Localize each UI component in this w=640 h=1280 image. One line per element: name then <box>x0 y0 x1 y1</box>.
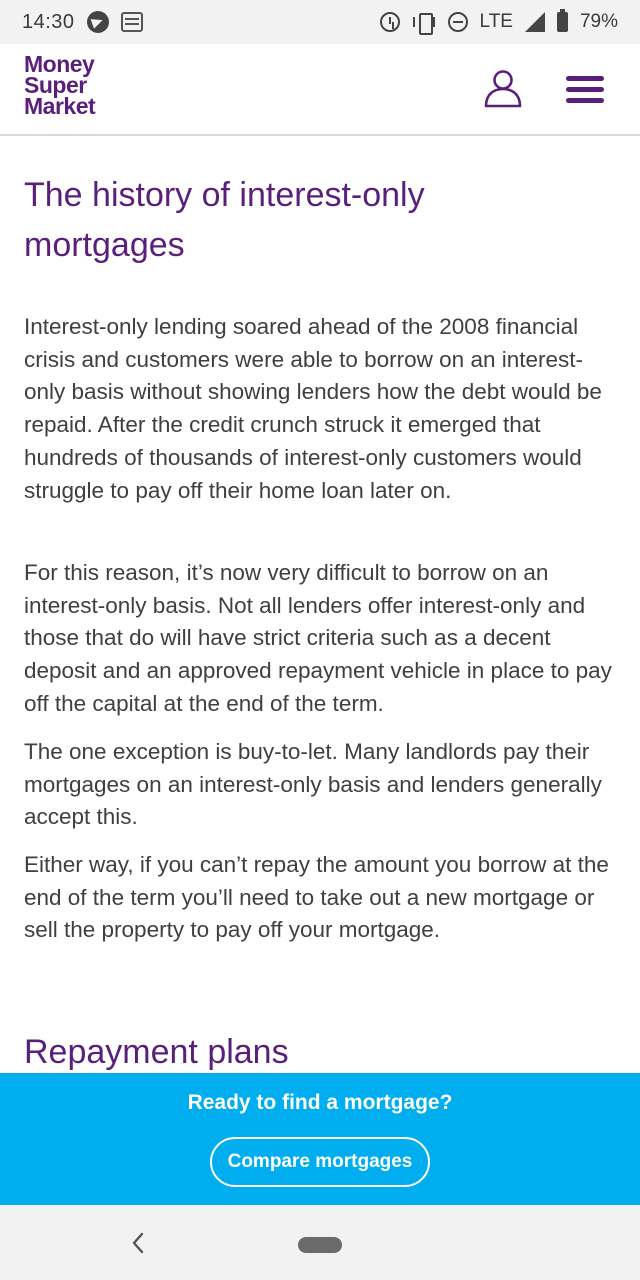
do-not-disturb-icon <box>448 12 468 32</box>
battery-level: 79% <box>579 11 618 32</box>
home-pill-icon[interactable] <box>298 1237 342 1253</box>
logo-line: Money <box>24 51 95 77</box>
status-bar-right <box>380 11 618 33</box>
telegram-icon <box>87 11 109 33</box>
grid-icon <box>121 12 143 32</box>
logo-line: Market <box>24 93 96 119</box>
battery-icon <box>557 12 568 32</box>
network-type: LTE <box>479 11 513 32</box>
moneysupermarket-logo[interactable] <box>24 51 96 119</box>
article-title: The history of interest-only mortgages <box>24 176 425 264</box>
cta-bar <box>0 1073 640 1205</box>
site-header <box>0 44 640 136</box>
article-paragraph: Either way, if you can’t repay the amount you borrow at the end of the term you’ll need to take out a new mortgage or sell the property to pay off your mortgage. <box>24 852 609 943</box>
status-bar <box>0 0 640 44</box>
article-paragraph: Interest-only lending soared ahead of the 2008 financial crisis and customers were able to borrow on an interest-only basis without showing lenders how the debt would be repaid. After the credit crunch struck it emerged that hundreds of thousands of interest-only customers would struggle to pay off their home loan later on. <box>24 314 602 503</box>
system-nav-bar <box>0 1205 640 1280</box>
menu-icon[interactable] <box>566 76 604 106</box>
logo-line: Super <box>24 72 87 98</box>
signal-icon <box>525 12 545 32</box>
status-time: 14:30 <box>22 10 75 33</box>
account-icon[interactable] <box>482 68 524 110</box>
cta-title: Ready to find a mortgage? <box>187 1091 453 1114</box>
compare-mortgages-button[interactable]: Compare mortgages <box>210 1137 430 1187</box>
vibrate-icon <box>412 12 436 32</box>
section-heading-repayment-plans: Repayment plans <box>24 1033 289 1071</box>
back-icon[interactable] <box>128 1231 148 1255</box>
alarm-icon <box>380 12 400 32</box>
article-paragraph: For this reason, it’s now very difficult to borrow on an interest-only basis. Not all lenders offer interest-only and those that do will have strict criteria such as a decent deposit and an approved repayment vehicle in place to pay off the capital at the end of the term. <box>24 560 612 716</box>
status-bar-left <box>22 11 143 34</box>
article-paragraph: The one exception is buy-to-let. Many landlords pay their mortgages on an interest-only basis and lenders generally accept this. <box>24 739 602 830</box>
